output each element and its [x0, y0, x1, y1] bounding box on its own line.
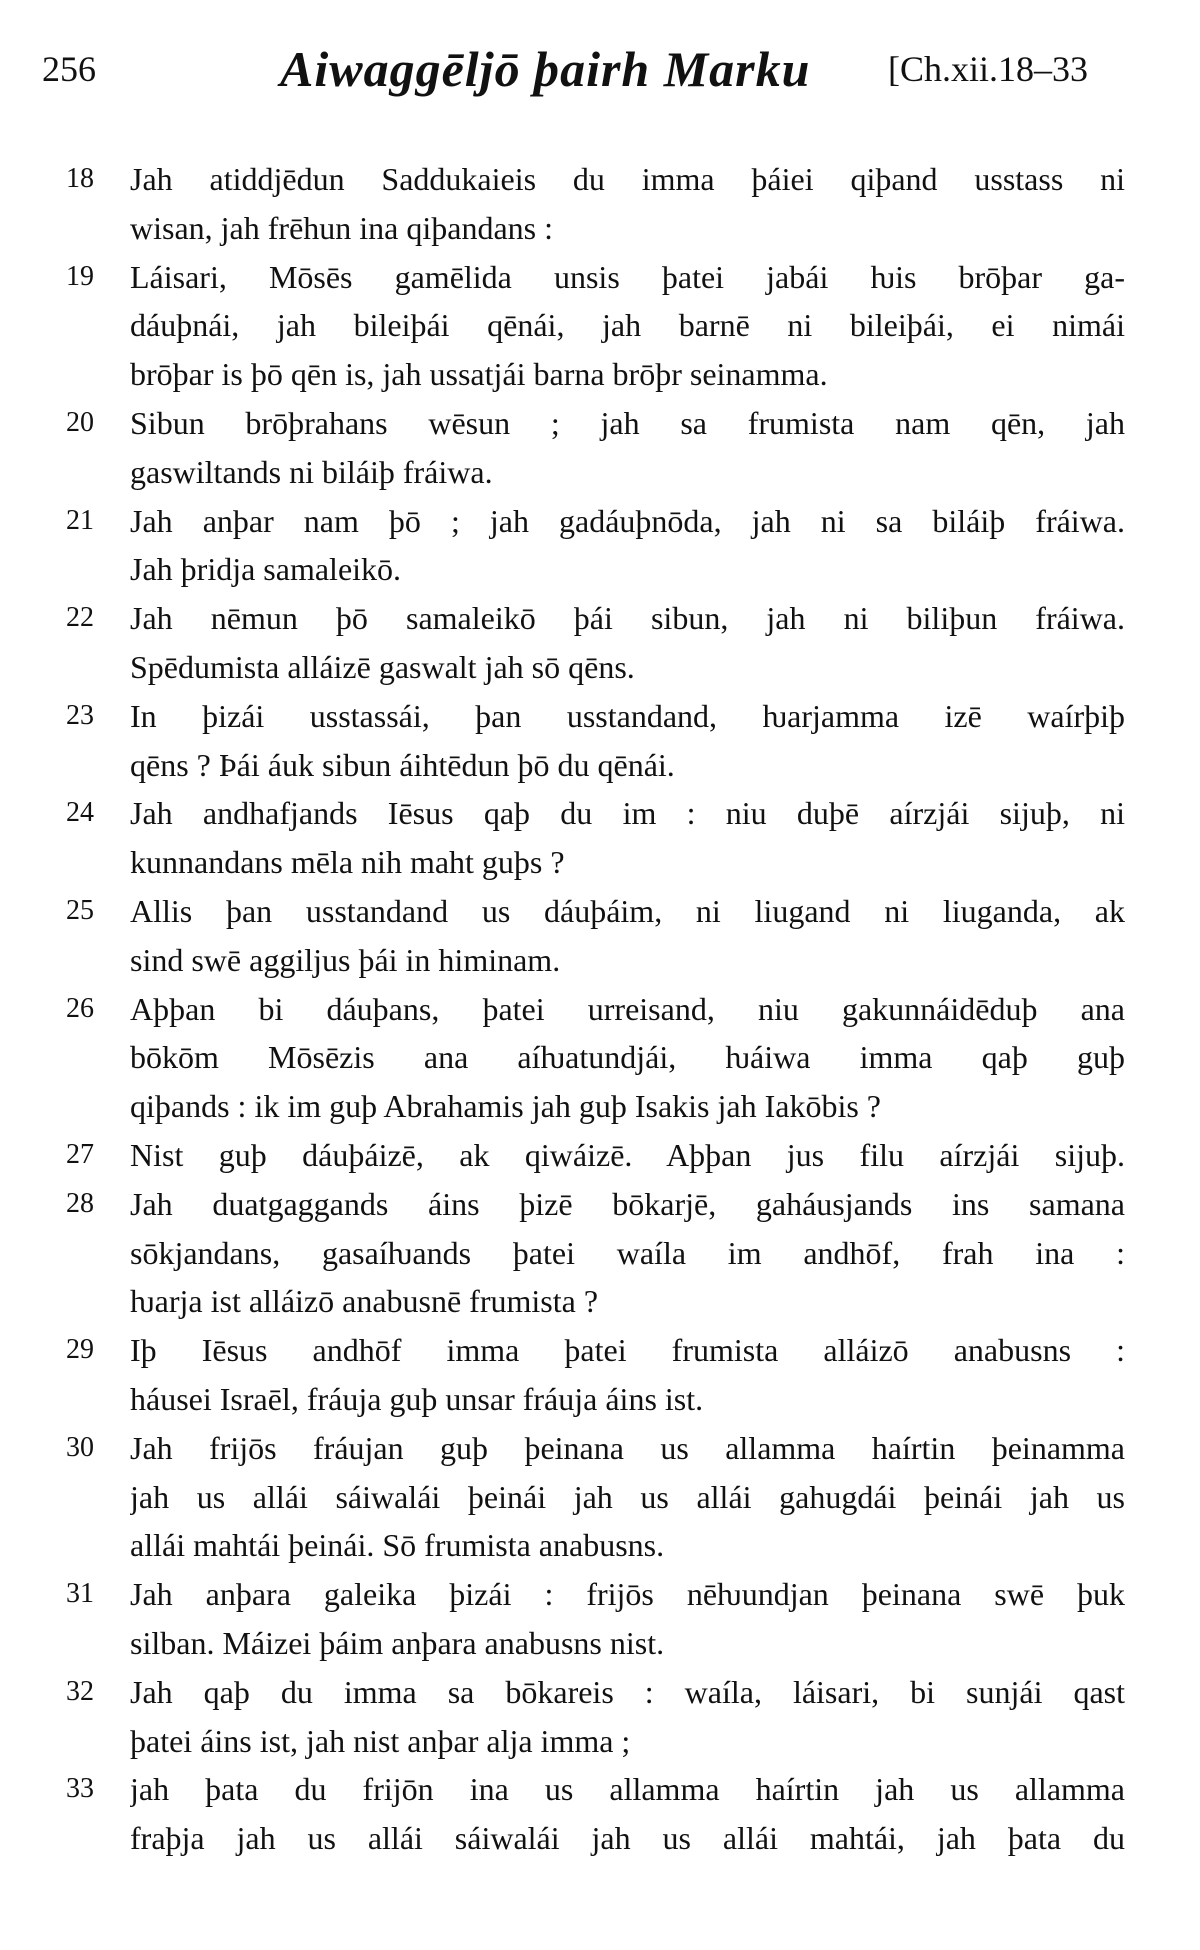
verse-22 — [0, 594, 1200, 692]
verse-29 — [0, 1326, 1200, 1424]
verse-line: In þizái usstassái, þan usstandand, ƕarjamma izē waírþiþ — [130, 697, 1125, 734]
verse-line: qiþands : ik im guþ Abrahamis jah guþ Isakis jah Iakōbis ? — [130, 1088, 881, 1125]
verse-18 — [0, 155, 1200, 253]
verse-line: þatei áins ist, jah nist anþar alja imma ; — [130, 1722, 631, 1759]
verse-20 — [0, 399, 1200, 497]
verse-number: 23 — [66, 699, 94, 731]
verse-33 — [0, 1765, 1200, 1863]
verse-line: wisan, jah frēhun ina qiþandans : — [130, 209, 553, 246]
verse-line: fraþja jah us allái sáiwalái jah us allái mahtái, jah þata du — [130, 1820, 1125, 1857]
verse-number: 19 — [66, 260, 94, 292]
verse-number: 25 — [66, 894, 94, 926]
verse-21 — [0, 497, 1200, 595]
verse-line: Jah frijōs fráujan guþ þeinana us allamma haírtin þeinamma — [130, 1429, 1125, 1466]
verse-text — [0, 155, 1200, 1863]
verse-line: Spēdumista alláizē gaswalt jah sō qēns. — [130, 648, 635, 685]
verse-line: jah us allái sáiwalái þeinái jah us allái gahugdái þeinái jah us — [130, 1478, 1125, 1515]
verse-line: brōþar is þō qēn is, jah ussatjái barna brōþr seinamma. — [130, 356, 828, 393]
verse-number: 22 — [66, 602, 94, 634]
verse-line: Láisari, Mōsēs gamēlida unsis þatei jabái ƕis brōþar ga- — [130, 258, 1125, 295]
verse-line: qēns ? Þái áuk sibun áihtēdun þō du qēnái. — [130, 746, 675, 783]
verse-line: jah þata du frijōn ina us allamma haírtin jah us allamma — [130, 1771, 1125, 1808]
verse-number: 31 — [66, 1578, 94, 1610]
verse-line: dáuþnái, jah bileiþái qēnái, jah barnē ni bileiþái, ei nimái — [130, 307, 1125, 344]
verse-line: Jah qaþ du imma sa bōkareis : waíla, láisari, bi sunjái qast — [130, 1673, 1125, 1710]
verse-line: Jah andhafjands Iēsus qaþ du im : niu duþē aírzjái sijuþ, ni — [130, 795, 1125, 832]
verse-line: sōkjandans, gasaíƕands þatei waíla im andhōf, frah ina : — [130, 1234, 1125, 1271]
page-title: Aiwaggēljō þairh Marku — [280, 41, 811, 97]
verse-number: 30 — [66, 1431, 94, 1463]
verse-31 — [0, 1570, 1200, 1668]
verse-line: Jah duatgaggands áins þizē bōkarjē, gaháusjands ins samana — [130, 1185, 1125, 1222]
verse-line: silban. Máizei þáim anþara anabusns nist. — [130, 1624, 665, 1661]
verse-number: 26 — [66, 992, 94, 1024]
verse-line: Jah anþar nam þō ; jah gadáuþnōda, jah ni sa biláiþ fráiwa. — [130, 502, 1125, 539]
chapter-reference: [Ch.xii.18–33 — [888, 49, 1089, 89]
verse-line: Jah nēmun þō samaleikō þái sibun, jah ni biliþun fráiwa. — [130, 600, 1125, 637]
verse-line: háusei Israēl, fráuja guþ unsar fráuja áins ist. — [130, 1380, 704, 1417]
verse-line: kunnandans mēla nih maht guþs ? — [130, 844, 565, 881]
verse-line: Nist guþ dáuþáizē, ak qiwáizē. Aþþan jus filu aírzjái sijuþ. — [130, 1136, 1125, 1173]
verse-line: Sibun brōþrahans wēsun ; jah sa frumista nam qēn, jah — [130, 404, 1125, 441]
verse-line: gaswiltands ni biláiþ fráiwa. — [130, 453, 493, 490]
verse-number: 27 — [66, 1138, 94, 1170]
verse-number: 32 — [66, 1675, 94, 1707]
verse-28 — [0, 1180, 1200, 1326]
verse-27 — [0, 1131, 1200, 1180]
verse-24 — [0, 789, 1200, 887]
verse-number: 28 — [66, 1187, 94, 1219]
verse-30 — [0, 1424, 1200, 1570]
verse-number: 18 — [66, 163, 94, 194]
verse-line: Iþ Iēsus andhōf imma þatei frumista alláizō anabusns : — [130, 1332, 1125, 1369]
verse-line: ƕarja ist alláizō anabusnē frumista ? — [130, 1283, 599, 1320]
verse-number: 21 — [66, 504, 94, 536]
verse-26 — [0, 985, 1200, 1131]
verse-number: 33 — [66, 1773, 94, 1805]
verse-23 — [0, 692, 1200, 790]
verse-line: Allis þan usstandand us dáuþáim, ni liugand ni liuganda, ak — [130, 892, 1125, 929]
verse-25 — [0, 887, 1200, 985]
verse-line: Jah anþara galeika þizái : frijōs nēƕundjan þeinana swē þuk — [130, 1576, 1125, 1613]
verse-32 — [0, 1668, 1200, 1766]
verse-line: Jah atiddjēdun Saddukaieis du imma þáiei qiþand usstass ni — [130, 161, 1125, 197]
verse-number: 24 — [66, 797, 94, 829]
page-number: 256 — [42, 49, 96, 89]
verse-line: sind swē aggiljus þái in himinam. — [130, 941, 561, 978]
verse-19 — [0, 253, 1200, 399]
verse-number: 29 — [66, 1334, 94, 1366]
verse-line: Jah þridja samaleikō. — [130, 551, 402, 588]
verse-line: allái mahtái þeinái. Sō frumista anabusns. — [130, 1527, 665, 1564]
verse-line: Aþþan bi dáuþans, þatei urreisand, niu gakunnáidēduþ ana — [130, 990, 1125, 1027]
verse-number: 20 — [66, 406, 94, 438]
running-header — [0, 40, 1200, 110]
verse-line: bōkōm Mōsēzis ana aíƕatundjái, ƕáiwa imma qaþ guþ — [130, 1039, 1125, 1076]
